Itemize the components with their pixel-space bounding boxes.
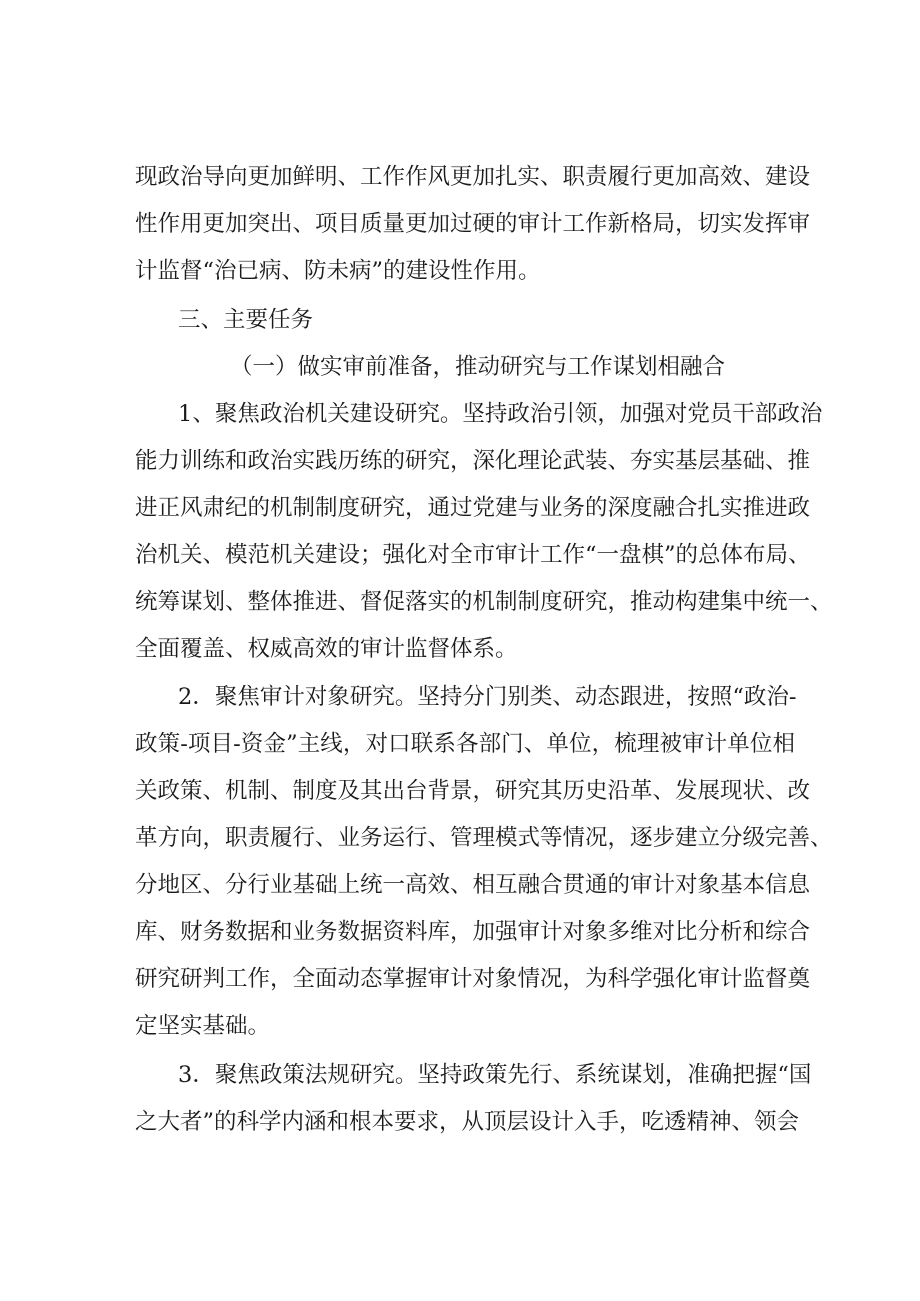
- item-3-line: 3．聚焦政策法规研究。坚持政策先行、系统谋划，准确把握“国: [178, 1062, 812, 1088]
- item-2-line: 政策-项目-资金”主线，对口联系各部门、单位，梳理被审计单位相: [135, 731, 795, 757]
- item-2-line: 2．聚焦审计对象研究。坚持分门别类、动态跟进，按照“政治-: [178, 684, 797, 710]
- body-text-line: 性作用更加突出、项目质量更加过硬的审计工作新格局，切实发挥审: [135, 211, 811, 237]
- item-2-line: 库、财务数据和业务数据资料库，加强审计对象多维对比分析和综合: [135, 919, 811, 945]
- subsection-heading: （一）做实审前准备，推动研究与工作谋划相融合: [230, 354, 726, 380]
- item-1-line: 能力训练和政治实践历练的研究，深化理论武装、夯实基层基础、推: [135, 448, 811, 474]
- body-text-line: 现政治导向更加鲜明、工作作风更加扎实、职责履行更加高效、建设: [135, 164, 811, 190]
- item-2-line: 分地区、分行业基础上统一高效、相互融合贯通的审计对象基本信息: [135, 872, 811, 898]
- item-3-line: 之大者”的科学内涵和根本要求，从顶层设计入手，吃透精神、领会: [135, 1109, 800, 1135]
- item-2-line: 关政策、机制、制度及其出台背景，研究其历史沿革、发展现状、改: [135, 778, 811, 804]
- body-text-line: 计监督“治已病、防未病”的建设性作用。: [135, 258, 541, 284]
- item-2-line: 研究研判工作，全面动态掌握审计对象情况，为科学强化审计监督奠: [135, 966, 811, 992]
- item-2-line: 定坚实基础。: [135, 1013, 271, 1039]
- item-1-line: 进正风肃纪的机制制度研究，通过党建与业务的深度融合扎实推进政: [135, 495, 811, 521]
- item-1-line: 1、聚焦政治机关建设研究。坚持政治引领，加强对党员干部政治: [178, 401, 823, 427]
- item-1-line: 治机关、模范机关建设；强化对全市审计工作“一盘棋”的总体布局、: [135, 542, 811, 568]
- item-1-line: 全面覆盖、权威高效的审计监督体系。: [135, 636, 518, 662]
- section-heading: 三、主要任务: [178, 307, 314, 333]
- item-2-line: 革方向，职责履行、业务运行、管理模式等情况，逐步建立分级完善、: [135, 825, 833, 851]
- item-1-line: 统筹谋划、整体推进、督促落实的机制制度研究，推动构建集中统一、: [135, 589, 833, 615]
